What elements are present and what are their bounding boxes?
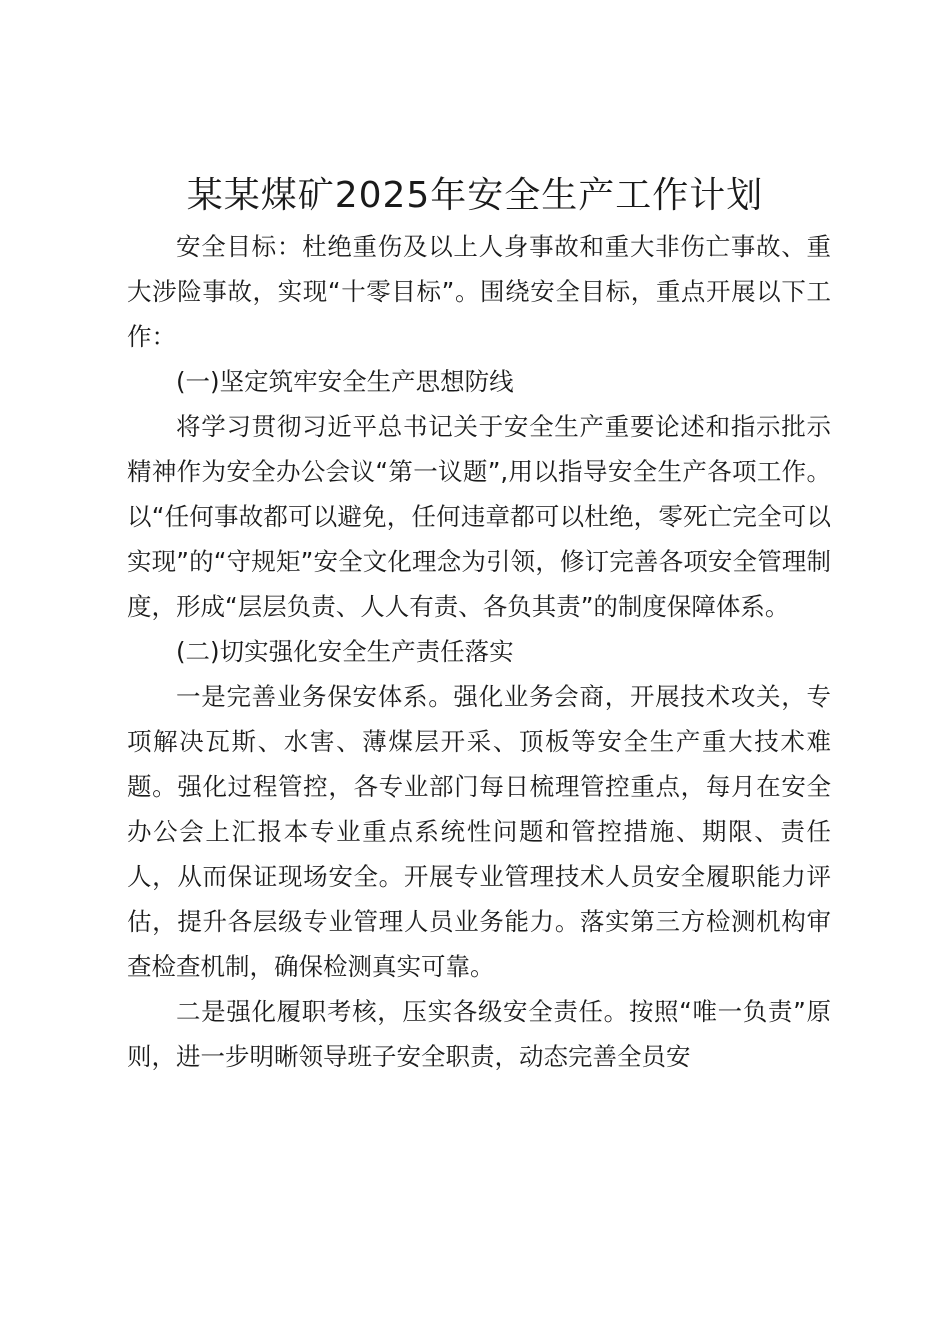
section-heading-1: (一)坚定筑牢安全生产思想防线 [176,367,514,396]
paragraph-ideology: 将学习贯彻习近平总书记关于安全生产重要论述和指示批示精神作为安全办公会议“第一议题”,用以指导安全生产各项工作。以“任何事故都可以避免，任何违章都可以杜绝，零死亡完全可以实现”的“守规矩”安全文化理念为引领，修订完善各项安全管理制度，形成“层层负责、人人有责、各负其责”的制度保障体系。 [127,412,831,621]
document-body [127,224,831,1079]
section-heading-2: (二)切实强化安全生产责任落实 [176,637,514,666]
document-title: 某某煤矿2025年安全生产工作计划 [186,175,764,216]
paragraph-accountability: 二是强化履职考核，压实各级安全责任。按照“唯一负责”原则，进一步明晰领导班子安全职责，动态完善全员安 [127,997,831,1071]
paragraph-safety-goal: 安全目标：杜绝重伤及以上人身事故和重大非伤亡事故、重大涉险事故，实现“十零目标”。围绕安全目标，重点开展以下工作： [127,232,831,351]
paragraph-business-safety: 一是完善业务保安体系。强化业务会商，开展技术攻关，专项解决瓦斯、水害、薄煤层开采、顶板等安全生产重大技术难题。强化过程管控，各专业部门每日梳理管控重点，每月在安全办公会上汇报本专业重点系统性问题和管控措施、期限、责任人，从而保证现场安全。开展专业管理技术人员安全履职能力评估，提升各层级专业管理人员业务能力。落实第三方检测机构审查检查机制，确保检测真实可靠。 [127,682,831,981]
